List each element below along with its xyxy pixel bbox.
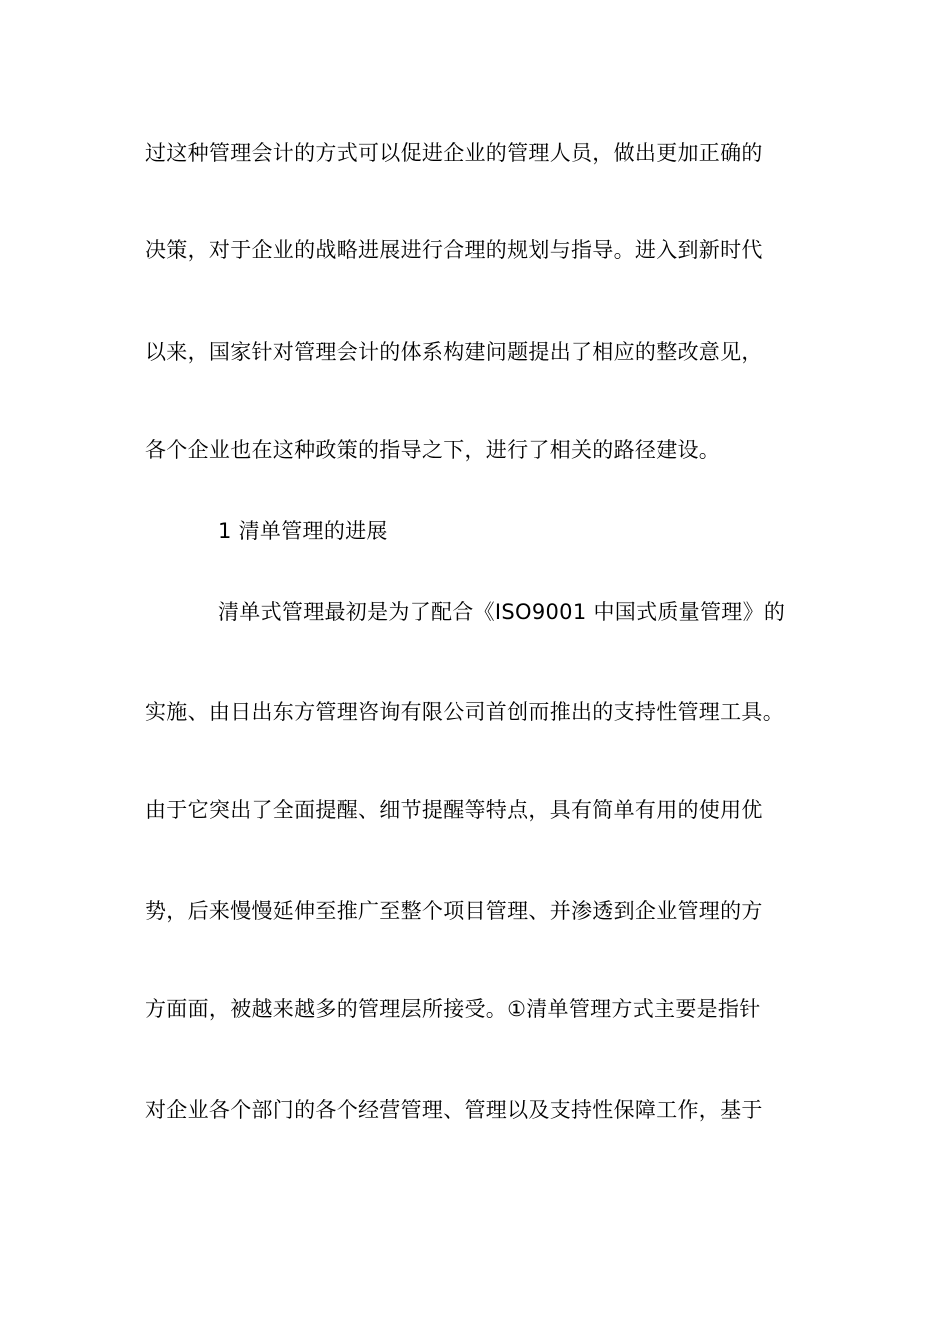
- section-heading: 1 清单管理的进展: [218, 519, 388, 543]
- body-text-line: 方面面，被越来越多的管理层所接受。①清单管理方式主要是指针: [145, 997, 761, 1021]
- body-text-line: 以来，国家针对管理会计的体系构建问题提出了相应的整改意见，: [145, 340, 763, 364]
- body-text-line: 实施、由日出东方管理咨询有限公司首创而推出的支持性管理工具。: [145, 700, 784, 724]
- body-text-line: 决策，对于企业的战略进展进行合理的规划与指导。进入到新时代: [145, 238, 763, 262]
- body-text-line: 各个企业也在这种政策的指导之下，进行了相关的路径建设。: [145, 438, 721, 462]
- body-text-line: 对企业各个部门的各个经营管理、管理以及支持性保障工作，基于: [145, 1098, 763, 1122]
- body-text-line: 由于它突出了全面提醒、细节提醒等特点，具有简单有用的使用优: [145, 798, 763, 822]
- body-text-line: 清单式管理最初是为了配合《ISO9001 中国式质量管理》的: [218, 600, 786, 624]
- body-text-line: 势，后来慢慢延伸至推广至整个项目管理、并渗透到企业管理的方: [145, 899, 763, 923]
- body-text-line: 过这种管理会计的方式可以促进企业的管理人员，做出更加正确的: [145, 141, 763, 165]
